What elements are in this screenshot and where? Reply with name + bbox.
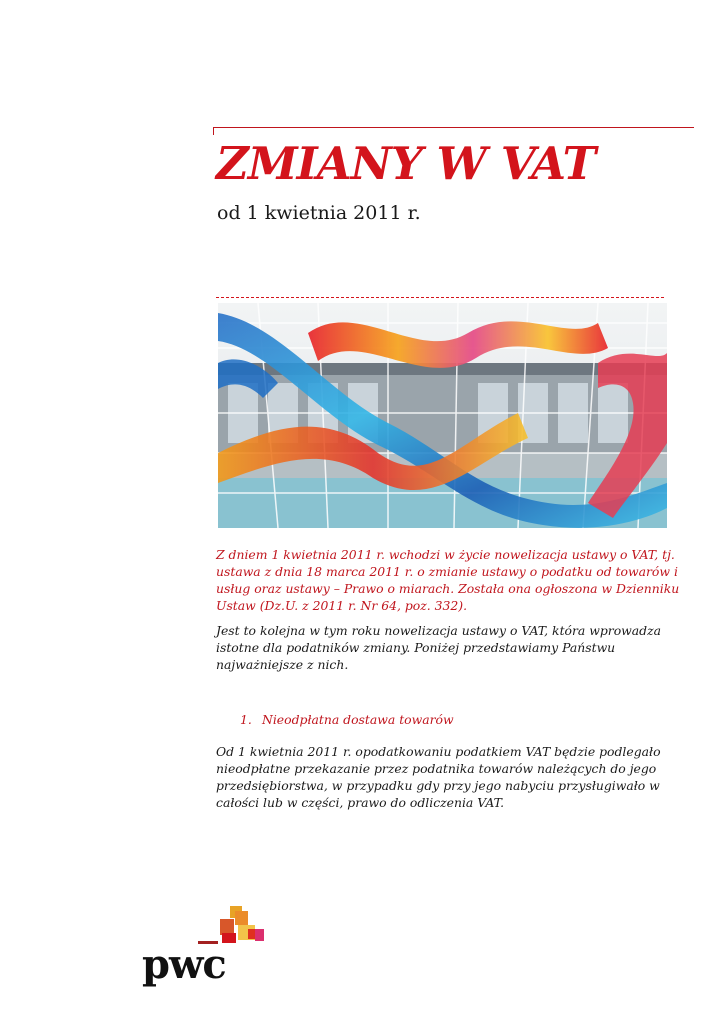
intro-paragraph: Z dniem 1 kwietnia 2011 r. wchodzi w życie nowelizacja ustawy o VAT, tj. ustawa z dnia 18 marca 2011 r. o zmianie ustawy o podatku od towarów i usług oraz ustawy – Prawo o miarach. Została ona ogłoszona w Dzienniku Ustaw (Dz.U. z 2011 r. Nr 64, poz. 332). [216,547,680,613]
section-title: Nieodpłatna dostawa towarów [262,712,454,727]
cover-photo [218,303,667,528]
dashed-divider [216,297,664,298]
document-subtitle: od 1 kwietnia 2011 r. [217,202,421,224]
section-heading [240,712,454,727]
lead-paragraph: Jest to kolejna w tym roku nowelizacja ustawy o VAT, która wprowadza istotne dla podatników zmiany. Poniżej przedstawiamy Państwu najważniejsze z nich. [216,623,662,672]
pwc-logo [138,897,268,997]
section-number: 1. [240,712,252,727]
header-rule-vertical [213,127,214,135]
document-title: ZMIANY W VAT [216,137,596,190]
header-rule-horizontal [213,127,694,128]
section-body: Od 1 kwietnia 2011 r. opodatkowaniu podatkiem VAT będzie podlegało nieodpłatne przekazanie przez podatnika towarów należących do jego przedsiębiorstwa, w przypadku gdy przy jego nabyciu przysługiwało w całości lub w części, prawo do odliczenia VAT. [216,744,661,810]
pwc-wordmark: pwc [142,941,226,988]
